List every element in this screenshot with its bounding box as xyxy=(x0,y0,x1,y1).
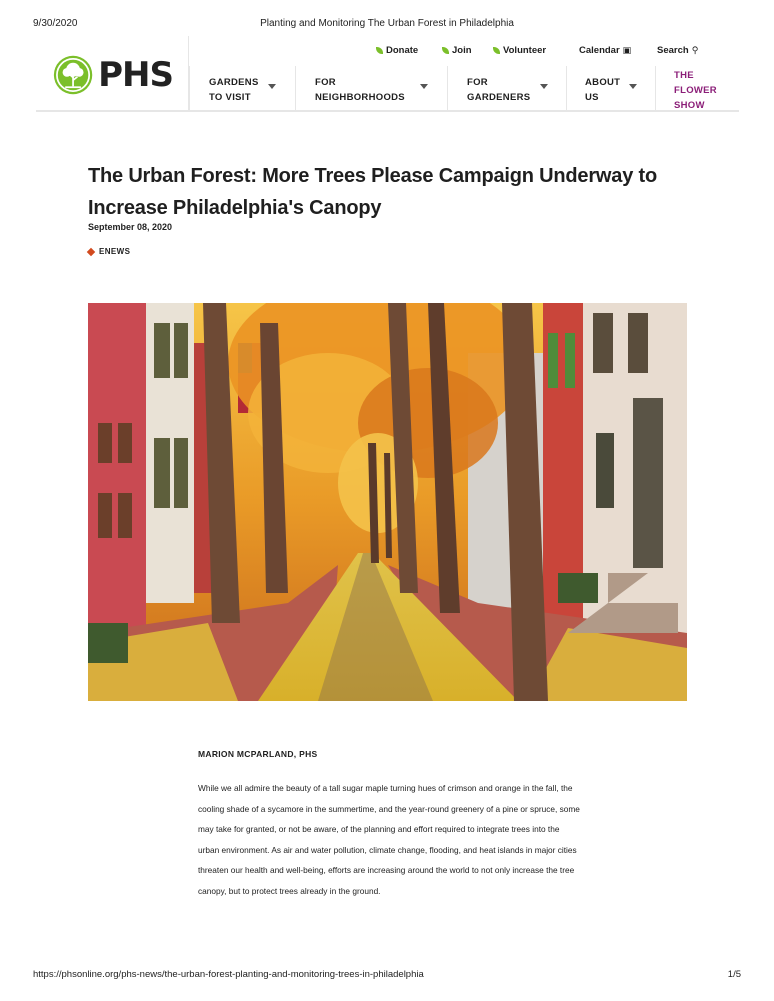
category-tag[interactable] xyxy=(88,247,130,256)
leaf-icon xyxy=(442,47,449,54)
nav-label-line2: TO VISIT xyxy=(209,92,251,103)
print-footer xyxy=(33,969,741,983)
logo-text: PHS xyxy=(98,55,173,95)
nav-for-neighborhoods[interactable] xyxy=(295,66,447,112)
leaf-icon xyxy=(376,47,383,54)
nav-label-line2: GARDENERS xyxy=(467,92,531,103)
autumn-street-illustration xyxy=(88,303,687,701)
article-paragraph: While we all admire the beauty of a tall sugar maple turning hues of crimson and orange in the fall, the cooling shade of a sycamore in the summertime, and the year-round greenery of a pine or spruce, some may take for granted, or not be aware, of the planning and effort required to integrate trees into the urban environment. As air and water pollution, climate change, flooding, and heat islands in major cities threaten our health and well-being, efforts are increasing around the world to not only increase the tree canopy, but to protect trees already in the ground. xyxy=(198,783,580,896)
chevron-down-icon xyxy=(268,84,276,89)
print-url: https://phsonline.org/phs-news/the-urban-forest-planting-and-monitoring-trees-in-philadelphia xyxy=(33,969,424,980)
nav-gardens-to-visit[interactable] xyxy=(189,66,295,112)
article-date: September 08, 2020 xyxy=(88,222,173,232)
join-link[interactable] xyxy=(442,45,472,56)
site-header xyxy=(36,36,739,112)
hero-image xyxy=(88,303,687,701)
phs-logo[interactable] xyxy=(53,51,173,99)
print-date: 9/30/2020 xyxy=(33,18,78,29)
calendar-label: Calendar xyxy=(579,45,620,56)
nav-label-line2: NEIGHBORHOODS xyxy=(315,92,405,103)
print-page-number: 1/5 xyxy=(727,969,741,980)
search-icon: ⚲ xyxy=(691,45,699,55)
nav-the-flower-show[interactable] xyxy=(655,66,739,112)
nav-label-line1: FOR xyxy=(315,77,336,88)
article-byline: MARION MCPARLAND, PHS xyxy=(198,749,318,759)
nav-about-us[interactable] xyxy=(566,66,655,112)
search-label: Search xyxy=(657,45,689,56)
nav-label-line1: FOR xyxy=(467,77,488,88)
chevron-down-icon xyxy=(420,84,428,89)
calendar-icon: ▣ xyxy=(622,45,632,55)
nav-label-line2: FLOWER xyxy=(674,85,717,96)
volunteer-link[interactable] xyxy=(493,45,546,56)
tag-label: ENEWS xyxy=(99,247,131,256)
diamond-icon xyxy=(87,247,95,255)
nav-label-line2: US xyxy=(585,92,599,103)
donate-link[interactable] xyxy=(376,45,418,56)
tree-logo-icon xyxy=(53,52,93,98)
donate-label: Donate xyxy=(386,45,419,56)
nav-for-gardeners[interactable] xyxy=(447,66,566,112)
chevron-down-icon xyxy=(540,84,548,89)
calendar-link[interactable] xyxy=(579,45,631,56)
main-nav xyxy=(189,66,739,112)
nav-label-line1: GARDENS xyxy=(209,77,259,88)
join-label: Join xyxy=(452,45,472,56)
nav-label-line3: SHOW xyxy=(674,100,705,111)
print-title: Planting and Monitoring The Urban Forest in Philadelphia xyxy=(260,18,514,29)
leaf-icon xyxy=(493,47,500,54)
search-link[interactable] xyxy=(657,45,698,56)
article-title: The Urban Forest: More Trees Please Campaign Underway to Increase Philadelphia's Canopy xyxy=(88,165,657,219)
volunteer-label: Volunteer xyxy=(503,45,547,56)
print-header xyxy=(33,18,741,32)
nav-label-line1: THE xyxy=(674,70,694,81)
chevron-down-icon xyxy=(629,84,637,89)
nav-label-line1: ABOUT xyxy=(585,77,621,88)
